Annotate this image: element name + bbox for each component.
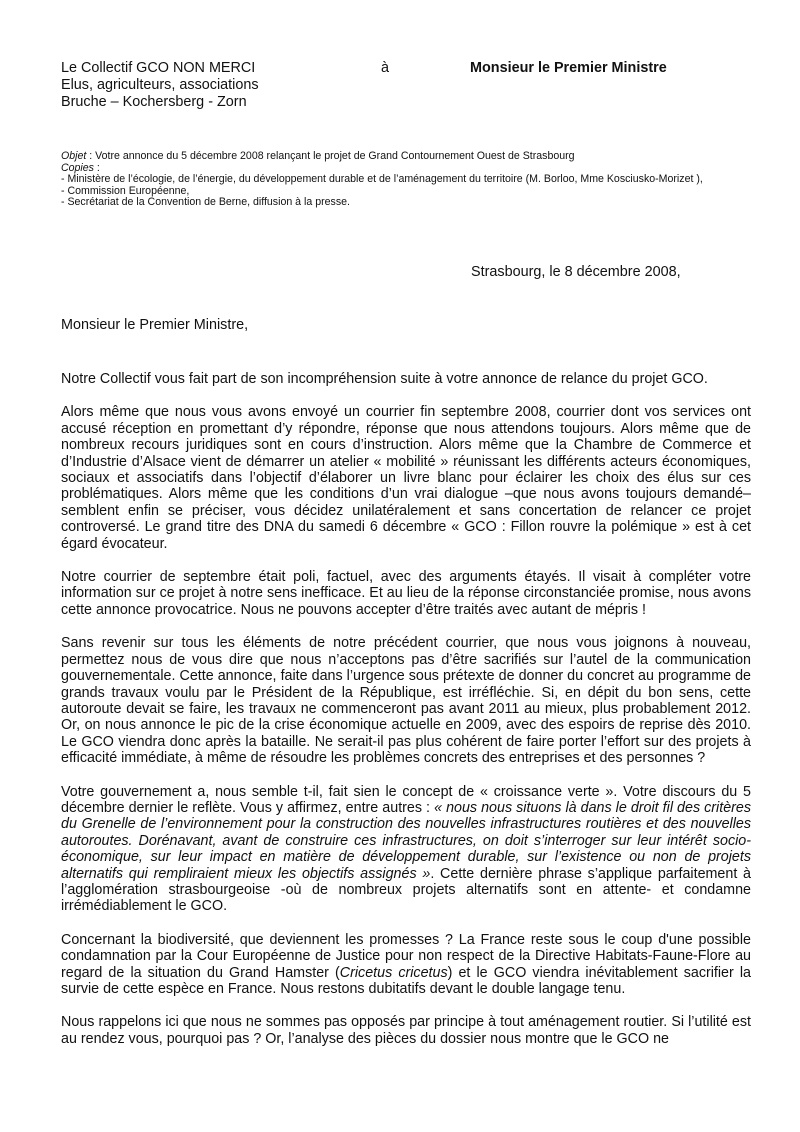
paragraph: Notre Collectif vous fait part de son incompréhension suite à votre annonce de relance du projet GCO. <box>61 371 708 387</box>
sender-block <box>61 60 259 111</box>
copies-label: Copies <box>61 161 94 174</box>
letter-body <box>61 371 751 1047</box>
paragraph: Sans revenir sur tous les éléments de notre précédent courrier, que nous vous joignons à nouveau, permettez nous de vous dire que nous n’acceptons pas d’être sacrifiés sur l’autel de la communication gouvernementale. Cette annonce, faite dans l’urgence sous prétexte de donner du concret au programme de grands travaux voulu par le Président de la République, est irréfléchie. Si, en dépit du bon sens, cette autoroute devait se faire, les travaux ne commenceront pas avant 2011 au mieux, plus probablement 2012. Or, on nous annonce le pic de la crise économique actuelle en 2009, avec des espoirs de reprise dès 2010. Le GCO viendra donc après la bataille. Ne serait-il pas plus cohérent de faire porter l’effort sur des projets à efficacité immédiate, à même de résoudre les problèmes concrets des entreprises et des personnes ? <box>61 635 751 767</box>
copy-recipient: - Commission Européenne, <box>61 184 190 197</box>
sender-line: Le Collectif GCO NON MERCI <box>61 60 256 76</box>
sender-line: Bruche – Kochersberg - Zorn <box>61 94 247 110</box>
subject-block <box>61 151 746 209</box>
copy-recipient: - Ministère de l’écologie, de l’énergie, du développement durable et de l’aménagement du territoire (M. Borloo, Mme Kosciusko-Morizet ), <box>61 173 703 186</box>
subject-text: : Votre annonce du 5 décembre 2008 relançant le projet de Grand Contournement Ouest de Strasbourg <box>86 150 575 162</box>
subject-line <box>61 151 746 163</box>
to-word: à <box>381 60 390 76</box>
paragraph-text: ) et le GCO viendra inévitablement sacrifier la survie de cette espèce en France. Nous restons dubitatifs devant le double langage tenu. <box>61 964 752 997</box>
paragraph-text: Concernant la biodiversité, que deviennent les promesses ? La France reste sous le coup d'une possible condamnation par la Cour Européenne de Justice pour non respect de la Directive Habitats-Faune-Flore au regard de la situation du Grand Hamster ( <box>61 931 751 981</box>
paragraph: Nous rappelons ici que nous ne sommes pas opposés par principe à tout aménagement routier. Si l’utilité est au rendez vous, pourquoi pas ? Or, l’analyse des pièces du dossier nous montre que le GCO ne <box>61 1014 751 1047</box>
species-name: Cricetus cricetus <box>339 964 448 981</box>
paragraph-text: Votre gouvernement a, nous semble t-il, fait sien le concept de « croissance verte ». Votre discours du 5 décembre dernier le reflète. Vous y affirmez, entre autres : <box>61 783 751 816</box>
copies-suffix: : <box>93 161 100 174</box>
letter-date: Strasbourg, le 8 décembre 2008, <box>471 264 681 280</box>
recipient: Monsieur le Premier Ministre <box>470 60 667 76</box>
speech-quote: « nous nous situons là dans le droit fil des critères du Grenelle de l’environnement pour la construction des nouvelles infrastructures routières et des nouvelles autoroutes. Dorénavant, avant de construire ces infrastructures, on doit s’interroger sur leur intérêt socio-économique, sur leur impact en matière de développement durable, sur l’existence ou non de projets alternatifs qui rempliraient mieux les objectifs assignés » <box>61 799 752 882</box>
sender-line: Elus, agriculteurs, associations <box>61 77 259 93</box>
subject-label: Objet <box>61 150 87 162</box>
copy-recipient: - Secrétariat de la Convention de Berne, diffusion à la presse. <box>61 196 350 209</box>
paragraph <box>61 932 751 998</box>
paragraph <box>61 784 751 915</box>
salutation: Monsieur le Premier Ministre, <box>61 317 249 333</box>
paragraph: Notre courrier de septembre était poli, factuel, avec des arguments étayés. Il visait à compléter votre information sur ce projet à notre sens inefficace. Et au lieu de la réponse circonstanciée promise, nous avons cette annonce provocatrice. Nous ne pouvons accepter d’être traités avec autant de mépris ! <box>61 569 751 618</box>
paragraph-text: . Cette dernière phrase s’applique parfaitement à l’agglomération strasbourgeoise -où de nombreux projets alternatifs sont en attente- et condamne irrémédiablement le GCO. <box>61 865 752 915</box>
paragraph: Alors même que nous vous avons envoyé un courrier fin septembre 2008, courrier dont vos services ont accusé réception en promettant d’y répondre, réponse que nous attendons toujours. Alors même que de nombreux recours juridiques sont en cours d’instruction. Alors même que la Chambre de Commerce et d’Industrie d’Alsace vient de démarrer un atelier « mobilité » réunissant les différents acteurs économiques, sociaux et associatifs dans l’objectif d’élaborer un livre blanc pour éclairer les choix des élus sur ces problématiques. Alors même que les conditions d’un vrai dialogue –que nous avons toujours demandé– semblent enfin se préciser, vous décidez unilatéralement et sans concertation de relancer ce projet controversé. Le grand titre des DNA du samedi 6 décembre « GCO : Fillon rouvre la polémique » est à cet égard évocateur. <box>61 404 751 552</box>
